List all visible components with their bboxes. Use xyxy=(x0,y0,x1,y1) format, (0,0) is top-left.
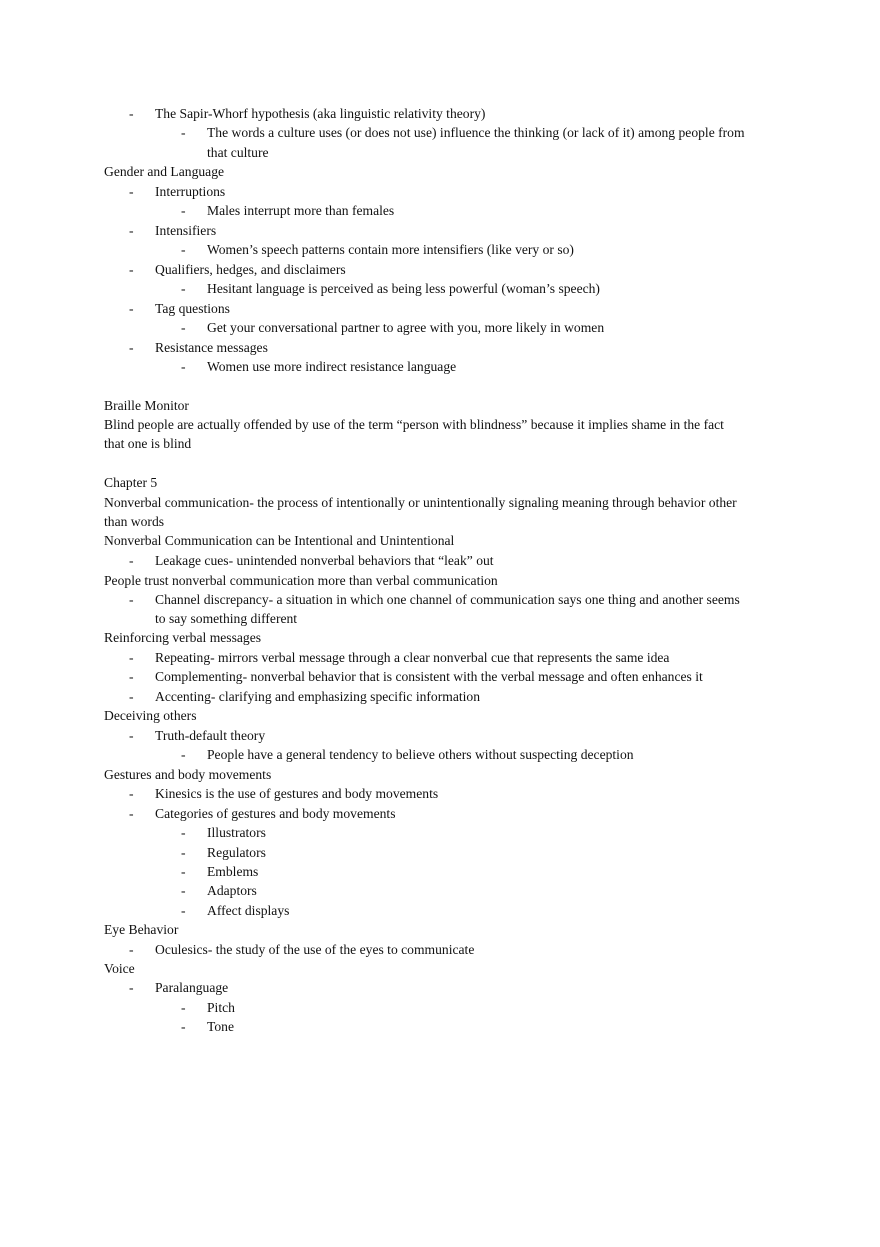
list-item: Kinesics is the use of gestures and body movements xyxy=(155,786,439,801)
paragraph-line: Deceiving others xyxy=(104,708,197,723)
bullet-dash-icon: - xyxy=(129,942,134,957)
bullet-dash-icon: - xyxy=(129,806,134,821)
paragraph-line: Nonverbal communication- the process of intentionally or unintentionally signaling meaning through behavior other xyxy=(104,495,737,510)
bullet-dash-icon: - xyxy=(181,203,186,218)
bullet-dash-icon: - xyxy=(129,592,134,607)
list-item: Complementing- nonverbal behavior that is consistent with the verbal message and often enhances it xyxy=(155,669,703,684)
list-item: Pitch xyxy=(207,1000,235,1015)
bullet-dash-icon: - xyxy=(181,903,186,918)
list-item: Accenting- clarifying and emphasizing specific information xyxy=(155,689,481,704)
bullet-dash-icon: - xyxy=(181,242,186,257)
paragraph-line: Gestures and body movements xyxy=(104,767,272,782)
paragraph-line: People trust nonverbal communication more than verbal communication xyxy=(104,573,498,588)
bullet-dash-icon: - xyxy=(181,281,186,296)
bullet-dash-icon: - xyxy=(181,864,186,879)
list-item-continuation: to say something different xyxy=(155,611,298,626)
paragraph-line: Chapter 5 xyxy=(104,475,158,490)
bullet-dash-icon: - xyxy=(181,1000,186,1015)
paragraph-line: Nonverbal Communication can be Intentional and Unintentional xyxy=(104,533,455,548)
bullet-dash-icon: - xyxy=(129,689,134,704)
list-item: Categories of gestures and body movements xyxy=(155,806,396,821)
list-item: Resistance messages xyxy=(155,340,268,355)
bullet-dash-icon: - xyxy=(129,980,134,995)
list-item: Women’s speech patterns contain more intensifiers (like very or so) xyxy=(207,242,574,257)
list-item: Affect displays xyxy=(207,903,290,918)
list-item: Oculesics- the study of the use of the eyes to communicate xyxy=(155,942,475,957)
list-item: Regulators xyxy=(207,845,266,860)
list-item: Emblems xyxy=(207,864,259,879)
list-item: Paralanguage xyxy=(155,980,229,995)
bullet-dash-icon: - xyxy=(181,883,186,898)
paragraph-line: that one is blind xyxy=(104,436,192,451)
bullet-dash-icon: - xyxy=(181,320,186,335)
list-item: Illustrators xyxy=(207,825,266,840)
bullet-dash-icon: - xyxy=(181,1019,186,1034)
list-item: Qualifiers, hedges, and disclaimers xyxy=(155,262,346,277)
paragraph-line: Voice xyxy=(104,961,135,976)
paragraph-line: than words xyxy=(104,514,165,529)
bullet-dash-icon: - xyxy=(181,125,186,140)
bullet-dash-icon: - xyxy=(129,184,134,199)
list-item: People have a general tendency to believe others without suspecting deception xyxy=(207,747,634,762)
list-item-continuation: that culture xyxy=(207,145,269,160)
paragraph-line: Eye Behavior xyxy=(104,922,179,937)
list-item: Leakage cues- unintended nonverbal behaviors that “leak” out xyxy=(155,553,494,568)
list-item: Get your conversational partner to agree with you, more likely in women xyxy=(207,320,605,335)
list-item: The words a culture uses (or does not use) influence the thinking (or lack of it) among people from xyxy=(207,125,745,140)
bullet-dash-icon: - xyxy=(181,845,186,860)
paragraph-line: Gender and Language xyxy=(104,164,225,179)
list-item: Tone xyxy=(207,1019,234,1034)
bullet-dash-icon: - xyxy=(129,669,134,684)
paragraph-line: Blind people are actually offended by use of the term “person with blindness” because it implies shame in the fact xyxy=(104,417,724,432)
list-item: Channel discrepancy- a situation in which one channel of communication says one thing and another seems xyxy=(155,592,740,607)
list-item: Hesitant language is perceived as being less powerful (woman’s speech) xyxy=(207,281,600,296)
bullet-dash-icon: - xyxy=(129,301,134,316)
list-item: Women use more indirect resistance language xyxy=(207,359,457,374)
bullet-dash-icon: - xyxy=(129,262,134,277)
list-item: Adaptors xyxy=(207,883,257,898)
bullet-dash-icon: - xyxy=(181,825,186,840)
bullet-dash-icon: - xyxy=(181,747,186,762)
bullet-dash-icon: - xyxy=(129,106,134,121)
list-item: Truth-default theory xyxy=(155,728,266,743)
bullet-dash-icon: - xyxy=(129,786,134,801)
bullet-dash-icon: - xyxy=(181,359,186,374)
bullet-dash-icon: - xyxy=(129,650,134,665)
bullet-dash-icon: - xyxy=(129,340,134,355)
paragraph-line: Reinforcing verbal messages xyxy=(104,630,262,645)
list-item: Tag questions xyxy=(155,301,230,316)
paragraph-line: Braille Monitor xyxy=(104,398,189,413)
bullet-dash-icon: - xyxy=(129,553,134,568)
list-item: Males interrupt more than females xyxy=(207,203,395,218)
list-item: Intensifiers xyxy=(155,223,217,238)
list-item: Repeating- mirrors verbal message through a clear nonverbal cue that represents the same idea xyxy=(155,650,670,665)
list-item: Interruptions xyxy=(155,184,226,199)
list-item: The Sapir-Whorf hypothesis (aka linguistic relativity theory) xyxy=(155,106,486,121)
bullet-dash-icon: - xyxy=(129,728,134,743)
bullet-dash-icon: - xyxy=(129,223,134,238)
